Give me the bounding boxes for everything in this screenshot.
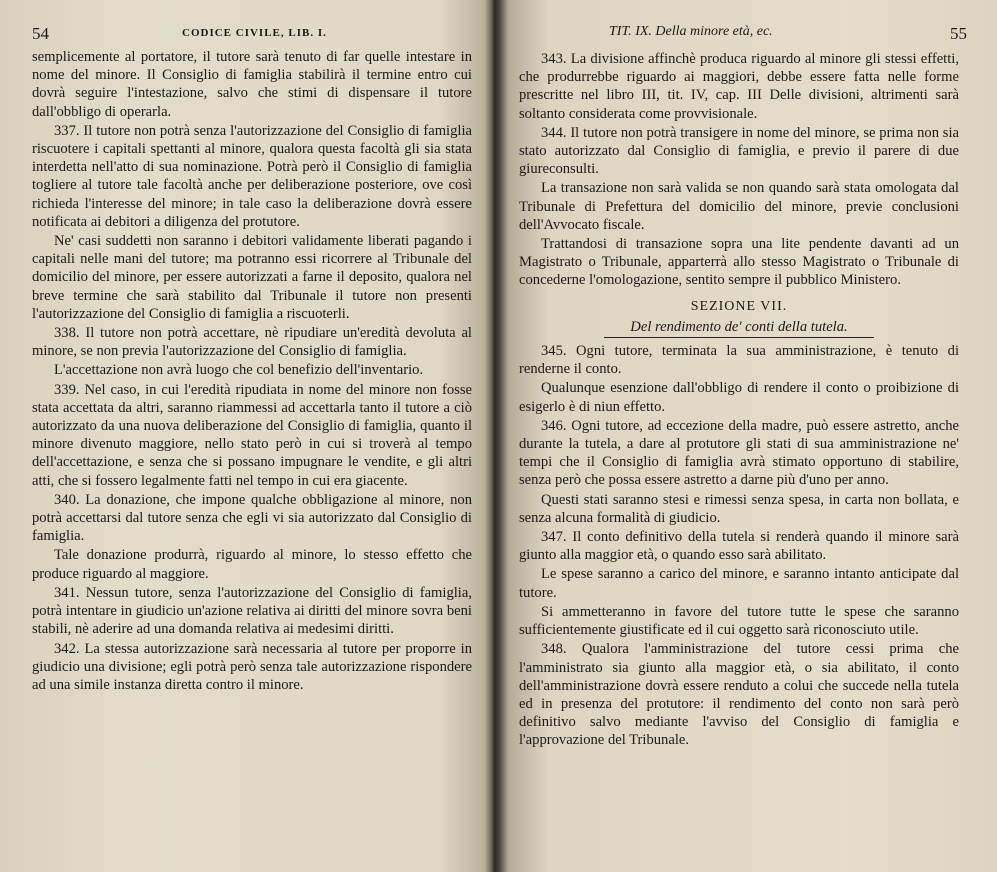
paragraph: 337. Il tutore non potrà senza l'autorizzazione del Consiglio di famiglia riscuotere i capitali spettanti al minore, qualora questa facoltà gli sia stata interdetta nell'atto di sua nominazione. Potrà però il Consiglio di famiglia togliere al tutore tale facoltà anche per deliberazione posteriore, ove così richieda l'interesse del minore; in tale caso la deliberazione dovrà essere notificata ai debitori a diligenza del protutore.: [32, 122, 472, 230]
paragraph: La transazione non sarà valida se non quando sarà stata omologata dal Tribunale di Prefettura del domicilio del minore, previe conclusioni dell'Avvocato fiscale.: [519, 180, 959, 233]
paragraph: 345. Ogni tutore, terminata la sua amministrazione, è tenuto di renderne il conto.: [519, 343, 959, 378]
running-head-right: [519, 24, 967, 46]
paragraph: Ne' casi suddetti non saranno i debitori validamente liberati pagando i capitali nelle mani del tutore; ma potranno essi ricorrere al Tribunale del domicilio del minore, per essere autorizzati a farne il deposito, qualora nel breve termine che sarà stabilito dal Tribunale il tutore non presenti l'autorizzazione del Consiglio di famiglia a riscuoterli.: [32, 233, 472, 322]
paragraph: 339. Nel caso, in cui l'eredità ripudiata in nome del minore non fosse stata accettata da altri, saranno riammessi ad accettarla tanto il tutore a ciò autorizzato da una nuova deliberazione del Consiglio di famiglia, quanto il minore divenuto maggiore, nello stato però in cui si troverà al tempo dell'accettazione, e senza che si possano impugnare le vendite, e gli altri atti, che si fossero legalmente fatti nel tempo in cui era giacente.: [32, 381, 472, 489]
paragraph: Tale donazione produrrà, riguardo al minore, lo stesso effetto che produce riguardo al maggiore.: [32, 547, 472, 582]
running-title: TIT. IX. Della minore età, ec.: [609, 24, 773, 39]
section-subheading: Del rendimento de' conti della tutela.: [604, 318, 874, 338]
paragraph: Qualunque esenzione dall'obbligo di rendere il conto o proibizione di esigerlo è di niun effetto.: [519, 380, 959, 415]
paragraph: 346. Ogni tutore, ad eccezione della madre, può essere astretto, anche durante la tutela, a dare al protutore gli stati di sua amministrazione ne' tempi che il Consiglio di famiglia avrà stimato opportuno di stabilire, senza però che possa essere astretto a darne più d'uno per anno.: [519, 417, 959, 489]
paragraph-group-after-section: [519, 342, 959, 749]
paragraph: 341. Nessun tutore, senza l'autorizzazione del Consiglio di famiglia, potrà intentare in giudicio un'azione relativa ai diritti del minore sovra beni stabili, nè aderire ad una domanda relativa ai medesimi diritti.: [32, 584, 472, 638]
paragraph: 342. La stessa autorizzazione sarà necessaria al tutore per proporre in giudicio una divisione; egli potrà però senza tale autorizzazione rispondere ad una simile instanza diretta contro il minore.: [32, 640, 472, 693]
paragraph: semplicemente al portatore, il tutore sarà tenuto di far quelle intestare in nome del minore. Il Consiglio di famiglia stabilirà il termine entro cui dovrà seguire l'intestazione, salvo che stimi di dispensare il tutore dall'obbligo di operarla.: [32, 49, 472, 120]
paragraph: 340. La donazione, che impone qualche obbligazione al minore, non potrà accettarsi dal tutore senza che egli vi sia autorizzato dal Consiglio di famiglia.: [32, 491, 472, 545]
paragraph: Si ammetteranno in favore del tutore tutte le spese che saranno sufficientemente giustificate ed il cui oggetto sarà riconosciuto utile.: [519, 603, 959, 639]
paragraph: Questi stati saranno stesi e rimessi senza spesa, in carta non bollata, e senza alcuna formalità di giudicio.: [519, 491, 959, 526]
paragraph-group-before-section: [519, 50, 959, 290]
page-number: 55: [950, 24, 967, 43]
running-head-left: [32, 24, 472, 46]
section-heading: SEZIONE VII.: [690, 298, 788, 314]
right-page-body: [519, 50, 959, 751]
paragraph: 344. Il tutore non potrà transigere in nome del minore, se prima non sia stato autorizzato dal Consiglio di famiglia, e previo il parere di due giureconsulti.: [519, 124, 959, 178]
paragraph: 338. Il tutore non potrà accettare, nè ripudiare un'eredità devoluta al minore, se non previa l'autorizzazione del Consiglio di famiglia.: [32, 325, 472, 360]
paragraph: L'accettazione non avrà luogo che col benefizio dell'inventario.: [54, 362, 424, 379]
left-page-body: [32, 48, 472, 695]
paragraph: Trattandosi di transazione sopra una lite pendente davanti ad un Magistrato o Tribunale, apparterrà allo stesso Magistrato o Tribunale di concederne l'omologazione, sentito sempre il pubblico Ministero.: [519, 236, 959, 289]
paragraph: 347. Il conto definitivo della tutela si renderà quando il minore sarà giunto alla maggior età, o quando esso sarà abilitato.: [519, 529, 959, 564]
page-number: 54: [32, 24, 49, 43]
paragraph: 348. Qualora l'amministrazione del tutore cessi prima che l'amministrato sia giunto alla maggior età, o sia abilitato, il conto dell'amministrazione dovrà essere renduto a colui che succede nella tutela ed in presenza del protutore: il rendimento del conto non sarà però definitivo salvo mediante l'avviso del Consiglio di famiglia e l'approvazione del Tribunale.: [519, 641, 959, 749]
paragraph: 343. La divisione affinchè produca riguardo al minore gli stessi effetti, che produrrebbe riguardo ai maggiori, debbe essere fatta nelle forme prescritte nel libro III, tit. IV, cap. III Delle divisioni, altrimenti sarà soltanto considerata come provvisionale.: [519, 51, 959, 122]
left-page: [0, 0, 486, 872]
right-page: [497, 0, 997, 872]
paragraph: Le spese saranno a carico del minore, e saranno intanto anticipate dal tutore.: [519, 566, 959, 601]
running-title: CODICE CIVILE, LIB. I.: [182, 27, 327, 39]
